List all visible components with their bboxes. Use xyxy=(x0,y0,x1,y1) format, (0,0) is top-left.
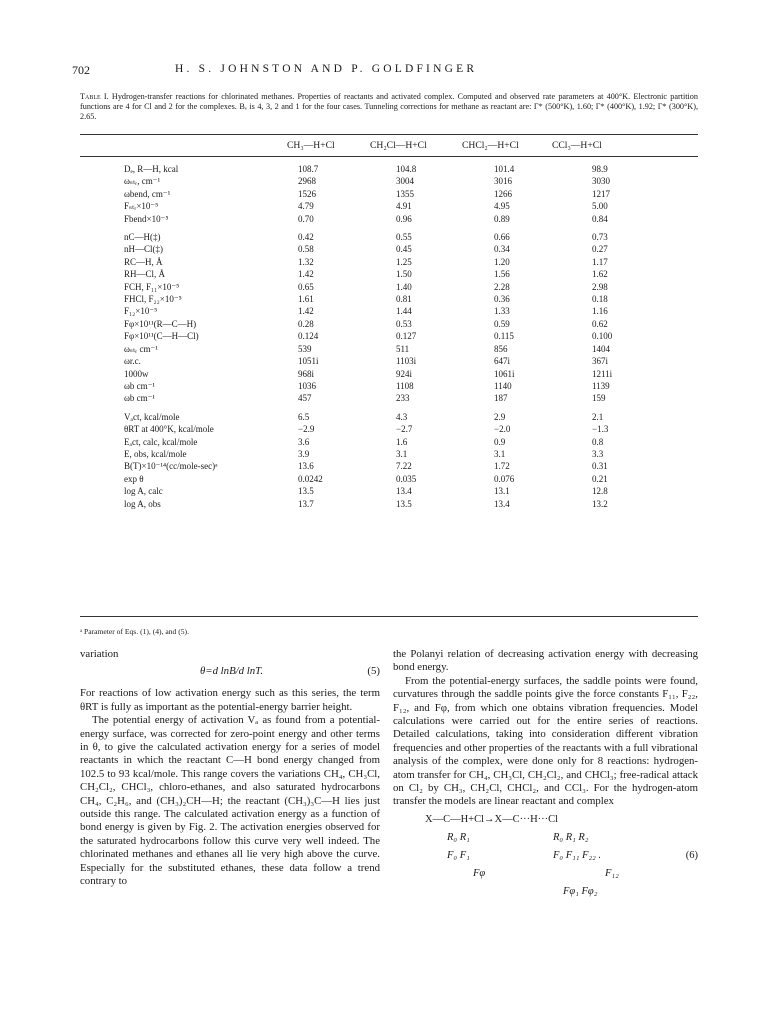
table-cell: 4.79 xyxy=(298,201,314,212)
table-cell: −1.3 xyxy=(592,424,609,435)
table-cell: 5.00 xyxy=(592,201,608,212)
table-cell: 457 xyxy=(298,393,312,404)
table-row xyxy=(124,423,690,435)
table-row xyxy=(124,473,690,485)
table-cell: 13.6 xyxy=(298,461,314,472)
paragraph: From the potential-energy surfaces, the saddle points were found, curvatures through the saddle points give the force constants F₁₁, F₂₂, F₁₂, and Fφ, from which one obtains vibration frequencies. Model calculations were carried out for the entire series of reactions. Detailed calculations, taking into consideration different vibration frequencies and other properties of the reactants with a full vibrational analysis of the complex, were done only for 8 reactions: hydrogen-atom transfer for CH₄, CH₃Cl, CH₂Cl₂, and CHCl₃; free-radical attack on Cl₂ by CH₃, CH₂Cl, CHCl₂, and CCl₃. For the hydrogen-atom transfer the models are linear reactant and complex xyxy=(393,674,698,808)
row-label: FHCl, F₂₂×10⁻⁵ xyxy=(124,294,182,305)
table-cell: 3.3 xyxy=(592,448,604,459)
table-cell: 0.84 xyxy=(592,213,608,224)
table-footnote: ᵃ Parameter of Eqs. (1), (4), and (5). xyxy=(80,627,189,636)
table-cell: 0.70 xyxy=(298,213,314,224)
left-column xyxy=(80,648,380,889)
table-cell: 101.4 xyxy=(494,164,515,174)
table-cell: 0.076 xyxy=(494,473,515,484)
table-cell: −2.0 xyxy=(494,424,511,435)
table-cell: 1.62 xyxy=(592,269,608,280)
table-cell: 0.36 xyxy=(494,294,510,305)
table-cell: 108.7 xyxy=(298,164,319,174)
table-row xyxy=(124,355,690,367)
table-cell: 13.7 xyxy=(298,498,314,509)
table-cell: 13.5 xyxy=(298,486,314,497)
table-cell: 104.8 xyxy=(396,164,417,174)
row-label: E, obs, kcal/mole xyxy=(124,448,187,459)
row-label: FCH, F₁₁×10⁻⁵ xyxy=(124,281,180,292)
table-row xyxy=(124,330,690,342)
table-cell: 1.6 xyxy=(396,436,408,447)
column-header: CHCl₂—H+Cl xyxy=(462,140,519,151)
table-cell: 0.124 xyxy=(298,331,319,342)
table-row xyxy=(124,256,690,268)
table-cell: 3.9 xyxy=(298,448,310,459)
scheme-label: R₀ R₁ xyxy=(447,831,470,843)
table-cell: 367i xyxy=(592,356,609,367)
table-cell: 3.6 xyxy=(298,436,310,447)
row-label: θRT at 400°K, kcal/mole xyxy=(124,424,214,435)
table-rule-header xyxy=(80,156,698,157)
table-row xyxy=(124,175,690,187)
table-cell: 0.65 xyxy=(298,281,314,292)
table-row xyxy=(124,163,690,175)
column-header: CH₂Cl—H+Cl xyxy=(370,140,427,151)
table-cell: 0.55 xyxy=(396,232,412,243)
table-cell: 2.1 xyxy=(592,411,604,422)
table-cell: 1.32 xyxy=(298,256,314,267)
table-cell: 0.66 xyxy=(494,232,510,243)
table-cell: 0.100 xyxy=(592,331,613,342)
row-label: 1000w xyxy=(124,368,149,379)
table-cell: 13.5 xyxy=(396,498,412,509)
data-table xyxy=(124,163,690,510)
table-row xyxy=(124,460,690,472)
table-cell: 1355 xyxy=(396,188,414,199)
table-cell: 0.8 xyxy=(592,436,604,447)
table-cell: 3004 xyxy=(396,176,414,187)
running-title: H. S. JOHNSTON AND P. GOLDFINGER xyxy=(175,63,478,75)
table-row xyxy=(124,188,690,200)
scheme-label: R₀ R₁ R₂ xyxy=(553,831,589,843)
column-header: CCl₃—H+Cl xyxy=(552,140,602,151)
scheme-label: F₁₂ xyxy=(605,867,619,879)
table-cell: 3.1 xyxy=(494,448,506,459)
equation-number: (5) xyxy=(367,665,380,678)
table-row xyxy=(124,305,690,317)
table-cell: 1.44 xyxy=(396,306,412,317)
equation: θ=d lnB/d lnT. xyxy=(200,665,264,678)
table-cell: 1108 xyxy=(396,380,414,391)
table-cell: 4.95 xyxy=(494,201,510,212)
table-cell: 1.17 xyxy=(592,256,608,267)
table-cell: 0.62 xyxy=(592,318,608,329)
table-cell: 233 xyxy=(396,393,410,404)
table-cell: 2.28 xyxy=(494,281,510,292)
table-cell: 511 xyxy=(396,343,410,354)
table-row xyxy=(124,448,690,460)
table-row xyxy=(124,436,690,448)
reaction-equation: X—C—H+Cl→X—C···H···Cl xyxy=(425,813,559,825)
row-label: ωₛₜᵣ cm⁻¹ xyxy=(124,343,158,354)
table-cell: 159 xyxy=(592,393,606,404)
table-caption xyxy=(80,92,698,122)
row-label: Fφ×10¹¹(R—C—H) xyxy=(124,318,197,329)
table-cell: 2.98 xyxy=(592,281,608,292)
table-cell: 0.58 xyxy=(298,244,314,255)
row-label: Eₐct, calc, kcal/mole xyxy=(124,436,198,447)
scheme-label: Fφ xyxy=(473,867,486,879)
scheme-label: Fφ₁ Fφ₂ xyxy=(563,885,598,897)
table-cell: 1526 xyxy=(298,188,316,199)
table-cell: 1404 xyxy=(592,343,610,354)
table-cell: 0.45 xyxy=(396,244,412,255)
table-cell: 2.9 xyxy=(494,411,506,422)
table-row xyxy=(124,411,690,423)
table-cell: −2.7 xyxy=(396,424,413,435)
table-cell: 1.50 xyxy=(396,269,412,280)
table-cell: 1.72 xyxy=(494,461,510,472)
table-cell: 13.1 xyxy=(494,486,510,497)
table-cell: 0.53 xyxy=(396,318,412,329)
table-row xyxy=(124,243,690,255)
table-cell: 0.73 xyxy=(592,232,608,243)
table-cell: 0.59 xyxy=(494,318,510,329)
scheme-label: F₀ F₁₁ F₂₂ . xyxy=(553,849,601,861)
table-cell: 1061i xyxy=(494,368,515,379)
table-rule-bottom xyxy=(80,616,698,617)
row-label: ωb cm⁻¹ xyxy=(124,380,156,391)
table-cell: 2968 xyxy=(298,176,316,187)
table-row xyxy=(124,368,690,380)
table-cell: 98.9 xyxy=(592,164,608,174)
equation-5 xyxy=(80,661,380,683)
table-row xyxy=(124,293,690,305)
row-label: ωb cm⁻¹ xyxy=(124,393,156,404)
table-cell: 924i xyxy=(396,368,413,379)
scheme-label: F₀ F₁ xyxy=(447,849,470,861)
table-cell: 0.81 xyxy=(396,294,412,305)
paragraph: For reactions of low activation energy such as this series, the term θRT is fully as important as the potential-energy barrier height. xyxy=(80,687,380,713)
table-cell: 1217 xyxy=(592,188,610,199)
table-cell: 1140 xyxy=(494,380,512,391)
table-cell: 1.25 xyxy=(396,256,412,267)
table-cell: 1.56 xyxy=(494,269,510,280)
table-cell: 1036 xyxy=(298,380,316,391)
table-cell: 3.1 xyxy=(396,448,408,459)
table-row xyxy=(124,318,690,330)
table-cell: 539 xyxy=(298,343,312,354)
table-cell: 1.20 xyxy=(494,256,510,267)
table-row xyxy=(124,343,690,355)
row-label: RC—H, Å xyxy=(124,256,163,267)
table-cell: −2.9 xyxy=(298,424,315,435)
row-label: Vₐct, kcal/mole xyxy=(124,411,180,422)
table-cell: 1103i xyxy=(396,356,417,367)
table-cell: 187 xyxy=(494,393,508,404)
table-cell: 6.5 xyxy=(298,411,310,422)
table-cell: 1.16 xyxy=(592,306,608,317)
table-cell: 1.33 xyxy=(494,306,510,317)
row-label: log A, obs xyxy=(124,498,161,509)
table-cell: 1.40 xyxy=(396,281,412,292)
table-cell: 0.127 xyxy=(396,331,417,342)
row-label: ωbend, cm⁻¹ xyxy=(124,188,171,199)
paragraph: the Polanyi relation of decreasing activation energy with decreasing bond energy. xyxy=(393,648,698,674)
paragraph: variation xyxy=(80,648,119,660)
table-cell: 0.18 xyxy=(592,294,608,305)
row-label: log A, calc xyxy=(124,486,163,497)
table-row xyxy=(124,380,690,392)
table-cell: 0.31 xyxy=(592,461,608,472)
table-cell: 0.115 xyxy=(494,331,514,342)
column-header: CH₃—H+Cl xyxy=(287,140,335,151)
row-label: nH—Cl(‡) xyxy=(124,244,163,255)
table-caption-label: Table I. xyxy=(80,92,109,101)
table-cell: 0.96 xyxy=(396,213,412,224)
row-label: RH—Cl, Å xyxy=(124,269,166,280)
row-label: ωr.c. xyxy=(124,356,141,367)
table-cell: 12.8 xyxy=(592,486,608,497)
table-cell: 0.42 xyxy=(298,232,314,243)
table-cell: 1139 xyxy=(592,380,610,391)
table-cell: 0.0242 xyxy=(298,473,323,484)
table-cell: 0.035 xyxy=(396,473,417,484)
row-label: B(T)×10⁻¹⁴(cc/mole-sec)ᵃ xyxy=(124,461,218,472)
table-cell: 1051i xyxy=(298,356,319,367)
table-cell: 0.27 xyxy=(592,244,608,255)
reaction-scheme-6 xyxy=(393,809,698,901)
table-cell: 0.28 xyxy=(298,318,314,329)
table-cell: 1211i xyxy=(592,368,613,379)
table-cell: 0.89 xyxy=(494,213,510,224)
table-row xyxy=(124,485,690,497)
table-cell: 13.2 xyxy=(592,498,608,509)
table-cell: 1.42 xyxy=(298,269,314,280)
row-label: Dₑ, R—H, kcal xyxy=(124,164,179,174)
table-cell: 0.34 xyxy=(494,244,510,255)
table-rule-top xyxy=(80,134,698,135)
paragraph: The potential energy of activation Vₐ as found from a potential-energy surface, was corrected for zero-point energy and other terms in θ, to give the calculated activation energy for a series of model reactants in which the reactant C—H bond energy changed from 102.5 to 93 kcal/mole. This range covers the variations CH₄, CH₃Cl, CH₂Cl₂, CHCl₃, chloro-ethanes, and also saturated hydrocarbons CH₄, C₂H₆, and (CH₃)₂CH—H; the reactant (CH₃)₃C—H lies just outside this range. The calculated activation energy as a function of bond energy is given by Fig. 2. The activation energies observed for the saturated hydrocarbons follow this curve very well indeed. The chlorinated methanes and ethanes all lie very high above the curve. Especially for the substituted ethanes, these data follow a trend contrary to xyxy=(80,714,380,888)
page-number: 702 xyxy=(72,63,90,77)
table-cell: 3016 xyxy=(494,176,512,187)
table-cell: 4.91 xyxy=(396,201,412,212)
table-row xyxy=(124,498,690,510)
table-cell: 647i xyxy=(494,356,511,367)
table-row xyxy=(124,392,690,404)
row-label: Fφ×10¹¹(C—H—Cl) xyxy=(124,331,199,342)
row-label: F₁₂×10⁻⁵ xyxy=(124,306,158,317)
row-label: exp θ xyxy=(124,473,144,484)
table-row xyxy=(124,213,690,225)
table-cell: 4.3 xyxy=(396,411,408,422)
table-cell: 856 xyxy=(494,343,508,354)
table-row xyxy=(124,200,690,212)
table-cell: 0.21 xyxy=(592,473,608,484)
table-cell: 968i xyxy=(298,368,315,379)
table-row xyxy=(124,231,690,243)
row-label: nC—H(‡) xyxy=(124,232,161,243)
table-row xyxy=(124,281,690,293)
row-label: Fbend×10⁻⁵ xyxy=(124,213,169,224)
table-cell: 1266 xyxy=(494,188,512,199)
table-cell: 7.22 xyxy=(396,461,412,472)
table-caption-text: Hydrogen-transfer reactions for chlorinated methanes. Properties of reactants and activated complex. Computed and observed rate parameters at 400°K. Electronic partition functions are 4 for Cl and 2 for the complexes. Bₑ is 4, 3, 2 and 1 for the four cases. Tunneling corrections for methane as reactant are: Γ* (500°K), 1.60; Γ* (400°K), 1.92; Γ* (300°K), 2.65. xyxy=(80,92,698,121)
table-row xyxy=(124,268,690,280)
equation-number: (6) xyxy=(685,849,698,861)
table-cell: 1.61 xyxy=(298,294,314,305)
row-label: Fₛₜᵣ×10⁻⁵ xyxy=(124,201,159,212)
table-cell: 0.9 xyxy=(494,436,506,447)
table-cell: 1.42 xyxy=(298,306,314,317)
row-label: ωₛₜᵣ, cm⁻¹ xyxy=(124,176,161,187)
right-column xyxy=(393,648,698,901)
table-cell: 13.4 xyxy=(396,486,412,497)
table-cell: 13.4 xyxy=(494,498,510,509)
table-cell: 3030 xyxy=(592,176,610,187)
